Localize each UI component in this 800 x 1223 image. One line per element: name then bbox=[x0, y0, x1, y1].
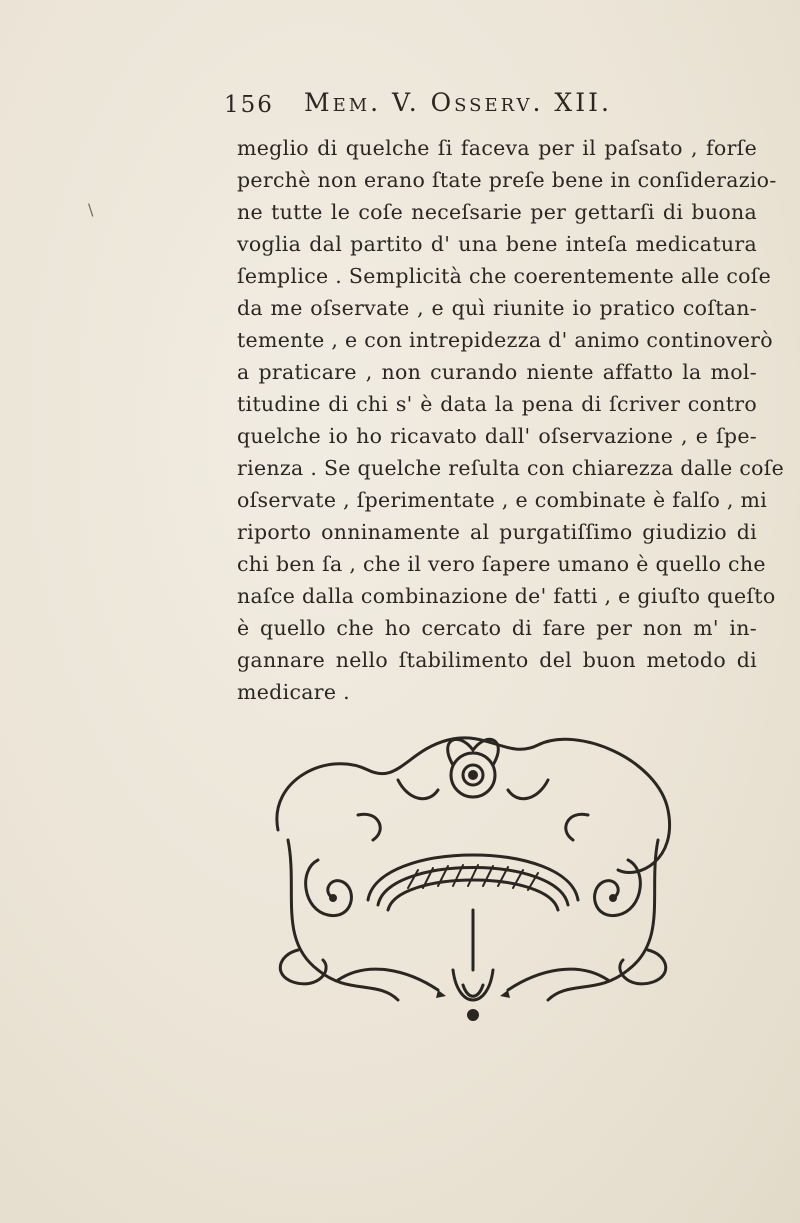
text-line: da me oſservate , e quì riunite io pratico coſtan- bbox=[237, 296, 757, 320]
text-line: quelche io ho ricavato dall' oſservazione , e ſpe- bbox=[237, 424, 757, 448]
text-line: meglio di quelche ſi faceva per il paſsato , forſe bbox=[237, 136, 757, 160]
floral-tailpiece-ornament bbox=[258, 720, 688, 1030]
text-line: è quello che ho cercato di fare per non m' in- bbox=[237, 616, 757, 640]
text-line: chi ben ſa , che il vero ſapere umano è quello che bbox=[237, 552, 766, 576]
page-number: 156 bbox=[224, 92, 274, 118]
text-line: naſce dalla combinazione de' fatti , e giuſto queſto bbox=[237, 584, 776, 608]
text-line: medicare . bbox=[237, 680, 350, 704]
text-line: oſservate , ſperimentate , e combinate è falſo , mi bbox=[237, 488, 768, 512]
page-header bbox=[224, 88, 744, 128]
text-line: gannare nello ſtabilimento del buon metodo di bbox=[237, 648, 757, 672]
text-line: a praticare , non curando niente affatto la mol- bbox=[237, 360, 757, 384]
text-line: titudine di chi s' è data la pena di ſcriver contro bbox=[237, 392, 757, 416]
text-line: perchè non erano ſtate preſe bene in conſiderazio- bbox=[237, 168, 777, 192]
text-line: riporto onninamente al purgatiſſimo giudizio di bbox=[237, 520, 757, 544]
text-line: ne tutte le coſe neceſsarie per gettarſi di buona bbox=[237, 200, 757, 224]
text-line: temente , e con intrepidezza d' animo continoverò bbox=[237, 328, 773, 352]
text-line: rienza . Se quelche reſulta con chiarezza dalle coſe bbox=[237, 456, 785, 480]
text-line: voglia dal partito d' una bene inteſa medicatura bbox=[237, 232, 757, 256]
margin-smudge: \ bbox=[88, 200, 94, 219]
text-line: ſemplice . Semplicità che coerentemente alle coſe bbox=[237, 264, 772, 288]
running-title: Mem. V. Osserv. XII. bbox=[304, 88, 612, 117]
body-text bbox=[237, 132, 785, 708]
